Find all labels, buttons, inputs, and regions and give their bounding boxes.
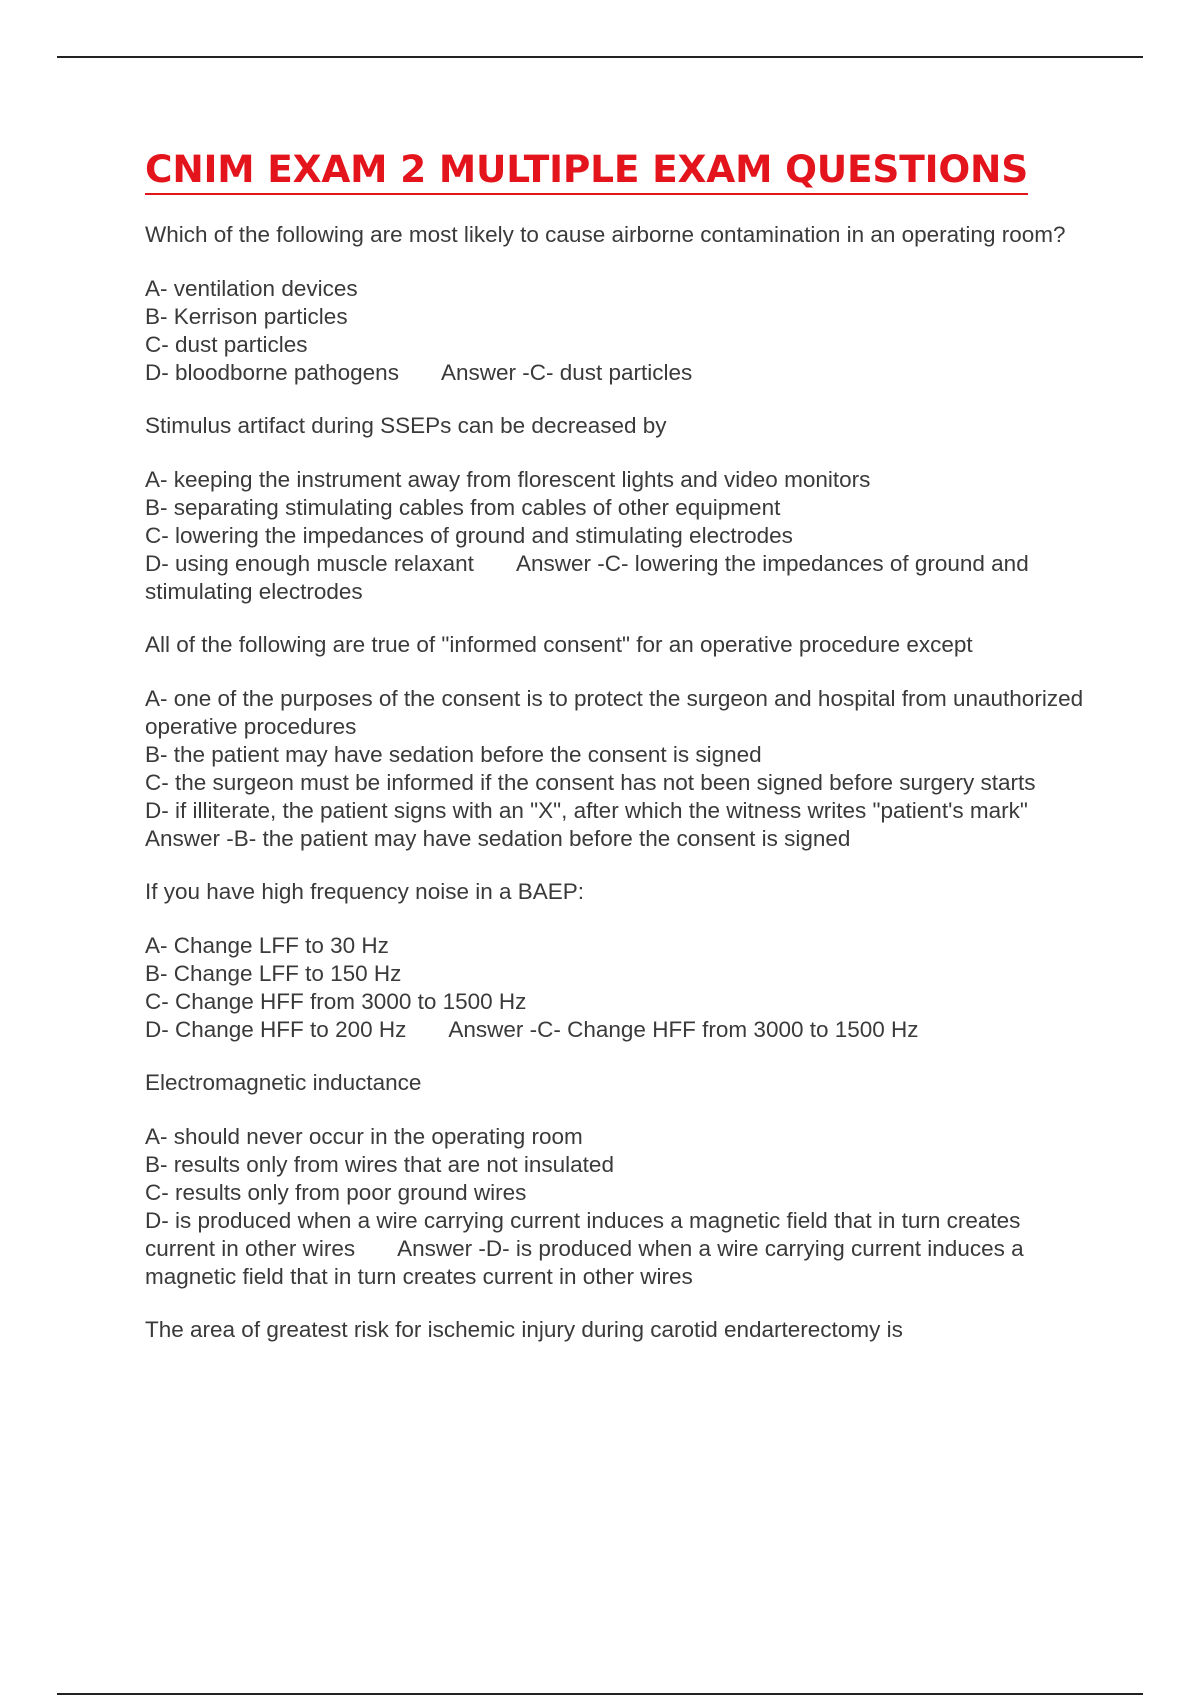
option-d-with-answer	[145, 1016, 1095, 1044]
option-b: B- Kerrison particles	[145, 304, 348, 330]
options-list	[145, 932, 1095, 1044]
option-d: D- bloodborne pathogens	[145, 360, 399, 386]
option-d-with-answer	[145, 1207, 1095, 1291]
option-a: A- should never occur in the operating room	[145, 1124, 583, 1150]
question-block-4	[145, 878, 1095, 1044]
question-text: If you have high frequency noise in a BAEP:	[145, 879, 585, 905]
option-d-with-answer	[145, 797, 1095, 853]
option-d: D- Change HFF to 200 Hz	[145, 1017, 407, 1043]
option-b: B- separating stimulating cables from cables of other equipment	[145, 495, 781, 521]
option-c: C- dust particles	[145, 332, 308, 358]
document-title: CNIM EXAM 2 MULTIPLE EXAM QUESTIONS	[145, 148, 1028, 195]
option-a: A- Change LFF to 30 Hz	[145, 933, 389, 959]
answer-text: Answer -C- dust particles	[440, 360, 693, 386]
document-body	[145, 148, 1095, 1370]
option-d-with-answer	[145, 359, 1095, 387]
options-list	[145, 275, 1095, 387]
question-text: The area of greatest risk for ischemic injury during carotid endarterectomy is	[145, 1317, 903, 1343]
option-d: D- if illiterate, the patient signs with an "X", after which the witness writes "patient's mark"	[145, 798, 1028, 824]
option-d: D- using enough muscle relaxant	[145, 551, 474, 577]
options-list	[145, 466, 1095, 606]
option-c: C- lowering the impedances of ground and stimulating electrodes	[145, 523, 793, 549]
option-a: A- one of the purposes of the consent is to protect the surgeon and hospital from unauthorized operative procedures	[145, 686, 1084, 740]
question-text: Electromagnetic inductance	[145, 1070, 422, 1096]
answer-text: Answer -B- the patient may have sedation before the consent is signed	[145, 826, 851, 852]
answer-text: Answer -D- is produced when a wire carrying current induces a magnetic field that in turn creates current in other wires	[145, 1236, 1024, 1290]
question-text: All of the following are true of "informed consent" for an operative procedure except	[145, 632, 973, 658]
answer-text: Answer -C- lowering the impedances of ground and stimulating electrodes	[145, 551, 1029, 605]
top-rule	[57, 56, 1143, 58]
option-b: B- the patient may have sedation before the consent is signed	[145, 742, 762, 768]
option-a: A- ventilation devices	[145, 276, 358, 302]
option-a: A- keeping the instrument away from florescent lights and video monitors	[145, 467, 871, 493]
option-c: C- Change HFF from 3000 to 1500 Hz	[145, 989, 527, 1015]
option-d-with-answer	[145, 550, 1095, 606]
option-c: C- the surgeon must be informed if the consent has not been signed before surgery starts	[145, 770, 1036, 796]
question-text: Which of the following are most likely to cause airborne contamination in an operating room?	[145, 222, 1066, 248]
option-c: C- results only from poor ground wires	[145, 1180, 527, 1206]
options-list	[145, 1123, 1095, 1291]
option-b: B- results only from wires that are not insulated	[145, 1152, 614, 1178]
question-block-2	[145, 412, 1095, 606]
question-block-6	[145, 1316, 1095, 1344]
question-block-3	[145, 631, 1095, 853]
question-text: Stimulus artifact during SSEPs can be decreased by	[145, 413, 667, 439]
answer-text: Answer -C- Change HFF from 3000 to 1500 Hz	[448, 1017, 919, 1043]
question-block-1	[145, 221, 1095, 387]
bottom-rule	[57, 1693, 1143, 1695]
question-block-5	[145, 1069, 1095, 1291]
option-b: B- Change LFF to 150 Hz	[145, 961, 402, 987]
option-d: D- is produced when a wire carrying current induces a magnetic field that in turn creates current in other wires	[145, 1208, 1021, 1262]
options-list	[145, 685, 1095, 853]
